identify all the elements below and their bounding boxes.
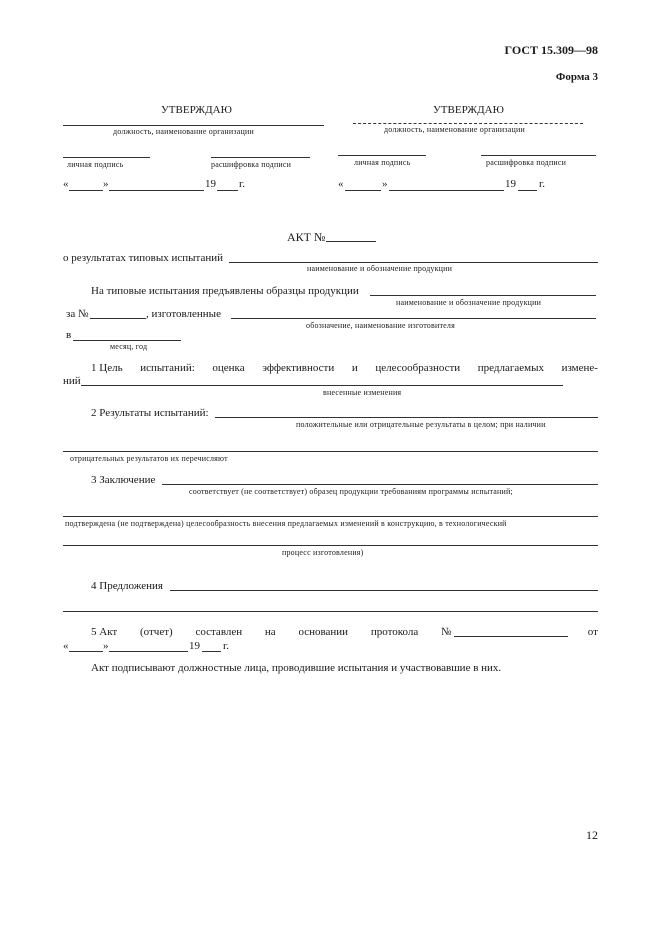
item4-text: 4 Предложения: [91, 580, 163, 592]
p5-month-field[interactable]: [109, 651, 188, 652]
samples-text: На типовые испытания предъявлены образцы продукции: [91, 285, 359, 297]
manufacturer-caption: обозначение, наименование изготовителя: [306, 321, 455, 330]
p5-year-suffix: г.: [223, 640, 230, 652]
item4-field-2[interactable]: [63, 611, 598, 612]
position-field-left[interactable]: [63, 125, 324, 126]
item5-word: составлен: [195, 626, 243, 638]
act-number-field[interactable]: [326, 241, 376, 242]
item2-caption2: отрицательных результатов их перечисляют: [70, 454, 228, 463]
date-open-right: «: [338, 178, 344, 190]
item5-word: (отчет): [139, 626, 173, 638]
item3-text: 3 Заключение: [91, 474, 156, 486]
position-caption-left: должность, наименование организации: [113, 127, 254, 136]
item1-word: испытаний:: [140, 362, 195, 374]
item1-word: оценка: [212, 362, 245, 374]
decoding-field-right[interactable]: [481, 155, 596, 156]
item1-continuation: ний: [63, 375, 81, 387]
item5-word: на: [264, 626, 276, 638]
item1-word: предлагаемых: [477, 362, 545, 374]
samples-field[interactable]: [370, 295, 596, 296]
date-close-left: »: [103, 178, 109, 190]
signature-field-left[interactable]: [63, 157, 150, 158]
item1-field[interactable]: [81, 385, 563, 386]
signature-caption-right: личная подпись: [354, 158, 411, 167]
item1-word: измене-: [561, 362, 598, 374]
year-prefix-right: 19: [505, 178, 516, 190]
number-field[interactable]: [90, 318, 146, 319]
form-number: Форма 3: [555, 71, 598, 83]
day-field-left[interactable]: [69, 190, 103, 191]
item3-field-3[interactable]: [63, 545, 598, 546]
position-field-right[interactable]: [353, 123, 583, 124]
item3-caption2: подтверждена (не подтверждена) целесообразность внесения предлагаемых изменений в конструкцию, в технологический: [65, 519, 507, 528]
year-suffix-left: г.: [239, 178, 246, 190]
item5-word: 5 Акт: [91, 626, 118, 638]
item4-field[interactable]: [170, 590, 598, 591]
item1-line: [91, 362, 598, 374]
p5-date-open: «: [63, 640, 69, 652]
item1-word: целесообразности: [375, 362, 461, 374]
signature-caption-left: личная подпись: [67, 160, 124, 169]
item1-word: и: [351, 362, 358, 374]
year-prefix-left: 19: [205, 178, 216, 190]
manufactured-text: , изготовленные: [146, 308, 221, 320]
year-field-right[interactable]: [518, 190, 537, 191]
standard-number: ГОСТ 15.309—98: [504, 43, 598, 57]
month-year-field[interactable]: [73, 340, 181, 341]
approve-title-left: УТВЕРЖДАЮ: [161, 104, 232, 116]
item3-caption1: соответствует (не соответствует) образец продукции требованиям программы испытаний;: [189, 487, 513, 496]
approve-title-right: УТВЕРЖДАЮ: [433, 104, 504, 116]
item3-field[interactable]: [162, 484, 598, 485]
month-field-left[interactable]: [109, 190, 204, 191]
for-number-text: за №: [66, 308, 89, 320]
month-year-caption: месяц, год: [110, 342, 148, 351]
item3-caption3: процесс изготовления): [282, 548, 364, 557]
p5-year-prefix: 19: [189, 640, 200, 652]
item5-word: протокола: [370, 626, 419, 638]
product-name-field[interactable]: [229, 262, 598, 263]
p5-date-close: »: [103, 640, 109, 652]
item5-word: №: [441, 626, 452, 638]
decoding-caption-left: расшифровка подписи: [211, 160, 292, 169]
p5-year-field[interactable]: [202, 651, 221, 652]
item2-caption1: положительные или отрицательные результаты в целом; при наличии: [296, 420, 546, 429]
day-field-right[interactable]: [345, 190, 381, 191]
act-title: АКТ №: [287, 230, 326, 244]
item2-field-2[interactable]: [63, 451, 598, 452]
item1-caption: внесенные изменения: [323, 388, 402, 397]
closing-text: Акт подписывают должностные лица, проводившие испытания и участвовавшие в них.: [91, 662, 502, 674]
product-name-caption: наименование и обозначение продукции: [307, 264, 453, 273]
item5-word: основании: [298, 626, 349, 638]
item1-word: 1 Цель: [91, 362, 123, 374]
p5-day-field[interactable]: [69, 651, 103, 652]
decoding-field-left[interactable]: [211, 157, 310, 158]
signature-field-right[interactable]: [338, 155, 426, 156]
samples-caption: наименование и обозначение продукции: [396, 298, 542, 307]
position-caption-right: должность, наименование организации: [384, 125, 525, 134]
protocol-number-field[interactable]: [454, 636, 568, 637]
item3-field-2[interactable]: [63, 516, 598, 517]
manufacturer-field[interactable]: [231, 318, 596, 319]
month-field-right[interactable]: [389, 190, 504, 191]
item2-text: 2 Результаты испытаний:: [91, 407, 209, 419]
item1-word: эффективности: [262, 362, 335, 374]
in-text: в: [66, 329, 72, 341]
date-close-right: »: [382, 178, 388, 190]
item2-field[interactable]: [215, 417, 598, 418]
decoding-caption-right: расшифровка подписи: [486, 158, 567, 167]
page-number: 12: [586, 828, 598, 842]
item5-word: от: [587, 626, 598, 638]
date-open-left: «: [63, 178, 69, 190]
year-field-left[interactable]: [217, 190, 238, 191]
act-subject-text: о результатах типовых испытаний: [63, 252, 224, 264]
year-suffix-right: г.: [539, 178, 546, 190]
